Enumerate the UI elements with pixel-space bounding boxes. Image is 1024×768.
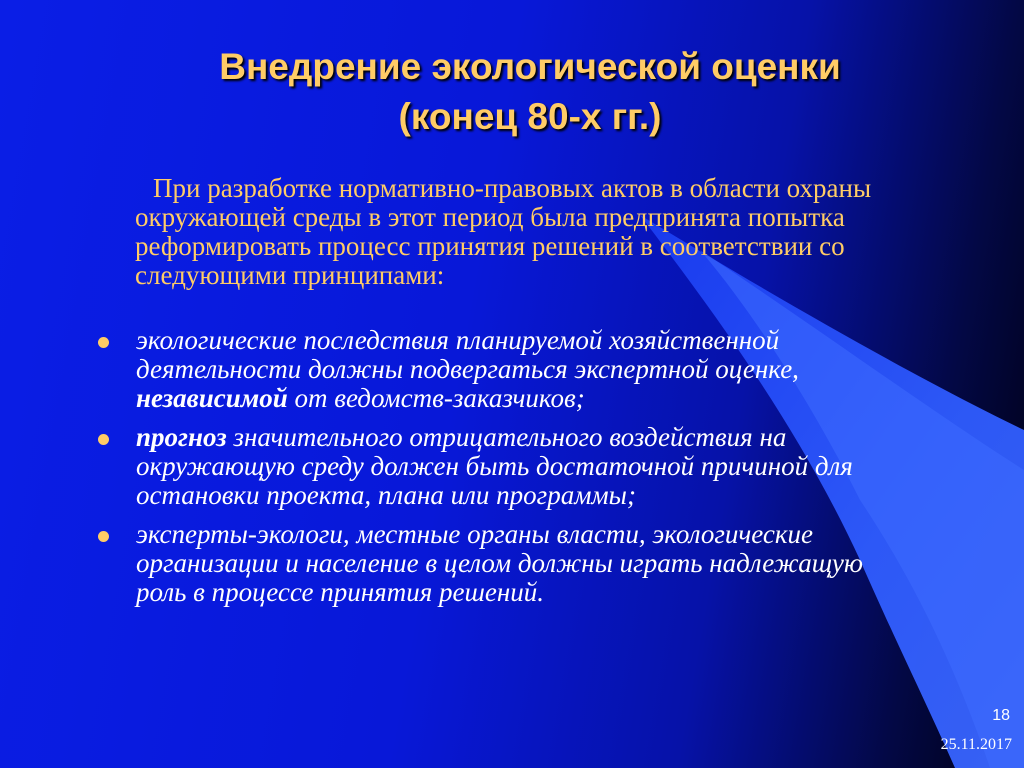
bullet-dot-icon — [98, 434, 109, 445]
bold-term: прогноз — [136, 422, 227, 452]
bold-term: независимой — [136, 383, 288, 413]
bullet-dot-icon — [98, 531, 109, 542]
bullet-text: эксперты-экологи, местные органы власти, экологические организации и население в целом должны играть надлежащую роль в процессе принятия решений. — [136, 519, 863, 607]
slide-title — [0, 42, 1024, 142]
intro-paragraph: При разработке нормативно-правовых актов в области охраны окружающей среды в этот период была предпринята попытка реформировать процесс принятия решений в соответствии со следующими принципами: — [135, 173, 872, 290]
title-line-2: (конец 80-х гг.) — [398, 96, 662, 137]
bullet-text: прогноз значительного отрицательного воздействия на окружающую среду должен быть достаточной причиной для остановки проекта, плана или программы; — [136, 422, 853, 510]
list-item — [96, 520, 916, 607]
principles-list — [96, 326, 916, 617]
slide-date: 25.11.2017 — [940, 736, 1012, 753]
list-item — [96, 423, 916, 510]
title-line-1: Внедрение экологической оценки — [219, 46, 841, 87]
slide-number: 18 — [992, 707, 1010, 724]
list-item — [96, 326, 916, 413]
bullet-dot-icon — [98, 337, 109, 348]
bullet-text: экологические последствия планируемой хозяйственной деятельности должны подвергаться экспертной оценке, независимой от ведомств-заказчиков; — [136, 325, 799, 413]
